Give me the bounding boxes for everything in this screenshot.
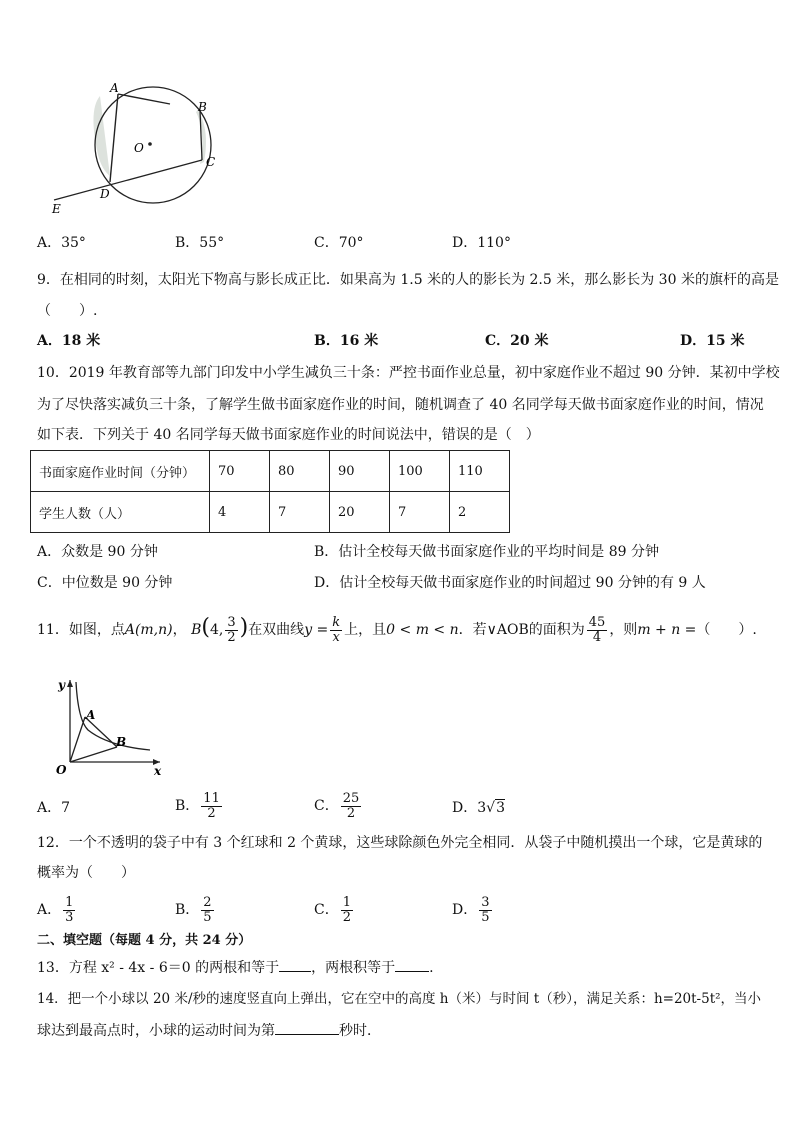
q11-option-c: C． $\frac{25}{2}$ — [314, 790, 360, 821]
axis-label-x: x — [154, 764, 162, 778]
q9-option-a: A．18 米 — [37, 333, 101, 349]
q9-option-b: B．16 米 — [314, 333, 379, 349]
table-cell: 4 — [210, 492, 270, 533]
table-cell: 2 — [450, 492, 510, 533]
label-A: A — [110, 81, 119, 95]
table-cell: 70 — [210, 451, 270, 492]
table-header-count: 学生人数（人） — [31, 492, 210, 533]
q11-point-b-num: 3 — [227, 614, 236, 630]
q11-mid5: ，则 — [609, 622, 638, 638]
answer-blank — [275, 1022, 339, 1035]
q11-mid3: ．若 — [458, 622, 487, 638]
q11-question: 11．如图，点A(m,n)， B(4, $\frac{3}{2}$ )在双曲线y = $\frac{k}{x}$ 上，且0 < m < n．若∨AOB的面积为 $\frac{45}{4}$ ，则m + n =（ ）. — [37, 614, 757, 645]
label-D: D — [100, 187, 110, 201]
q11-triangle: ∨AOB — [486, 622, 529, 638]
q9-option-d: D．15 米 — [680, 333, 745, 349]
label-A: A — [86, 708, 96, 722]
table-cell: 7 — [390, 492, 450, 533]
table-header-time: 书面家庭作业时间（分钟） — [31, 451, 210, 492]
q12-option-c: C． $\frac{1}{2}$ — [314, 894, 351, 925]
q11-prefix: 11．如图，点 — [37, 622, 125, 638]
label-O: O — [56, 763, 67, 777]
q8-option-a: A．35° — [37, 235, 86, 251]
label-B: B — [198, 100, 207, 114]
q11-point-b-label: B — [191, 622, 202, 638]
axis-label-y: y — [58, 678, 65, 692]
q11-curve-lhs: y = — [304, 622, 329, 638]
q12-option-b: B． $\frac{2}{5}$ — [175, 894, 212, 925]
q12-text-line1: 12．一个不透明的袋子中有 3 个红球和 2 个黄球，这些球除颜色外完全相同．从袋子中随机摸出一个球，它是黄球的 — [37, 835, 763, 851]
hyperbola-figure — [50, 672, 180, 782]
q11-point-b-den: 2 — [227, 629, 236, 645]
homework-time-table — [30, 450, 510, 533]
q13-question: 13．方程 x² - 4x - 6＝0 的两根和等于 ，两根积等于 . — [37, 960, 434, 976]
q10-option-a: A．众数是 90 分钟 — [37, 544, 158, 560]
q10-text-line3: 如下表．下列关于 40 名同学每天做书面家庭作业的时间说法中，错误的是（ ） — [37, 427, 540, 443]
q10-text-line1: 10．2019 年教育部等九部门印发中小学生减负三十条：严控书面作业总量，初中家庭作业不超过 90 分钟．某初中学校 — [37, 365, 780, 381]
q11-mid1: 在双曲线 — [248, 622, 305, 638]
q8-option-b: B．55° — [175, 235, 225, 251]
q10-option-c: C．中位数是 90 分钟 — [37, 575, 173, 591]
q11-condition: 0 < m < n — [386, 622, 459, 638]
answer-blank — [279, 959, 311, 972]
q11-area-num: 45 — [588, 614, 606, 630]
table-row — [31, 451, 510, 492]
section-title: 二、填空题（每题 4 分，共 24 分） — [37, 933, 252, 948]
table-cell: 20 — [330, 492, 390, 533]
q9-option-c: C．20 米 — [485, 333, 549, 349]
q11-curve-num: k — [332, 614, 341, 630]
q12-option-a: A． $\frac{1}{3}$ — [37, 894, 74, 925]
q11-point-a: A(m,n) — [124, 622, 173, 638]
q12-option-d: D． $\frac{3}{5}$ — [452, 894, 490, 925]
q8-option-c: C．70° — [314, 235, 364, 251]
q11-mid4: 的面积为 — [528, 622, 585, 638]
q11-ask: m + n = — [637, 622, 697, 638]
q11-point-b-x: 4, — [209, 622, 224, 638]
table-cell: 100 — [390, 451, 450, 492]
label-E: E — [52, 202, 61, 216]
table-cell: 80 — [270, 451, 330, 492]
q11-area-den: 4 — [592, 629, 602, 645]
q11-option-a: A．7 — [37, 800, 71, 816]
q14-question-line2: 球达到最高点时，小球的运动时间为第 秒时． — [37, 1023, 381, 1039]
q11-curve-den: x — [332, 629, 340, 645]
q10-option-d: D．估计全校每天做书面家庭作业的时间超过 90 分钟的有 9 人 — [314, 575, 706, 591]
q9-text-line2: （ ）. — [37, 303, 98, 319]
circle-quadrilateral-figure — [40, 80, 230, 220]
q14-text-line1: 14．把一个小球以 20 米/秒的速度竖直向上弹出，它在空中的高度 h（米）与时间 t（秒），满足关系：h=20t-5t²，当小 — [37, 991, 762, 1007]
label-O: O — [134, 141, 144, 155]
q11-mid2: 上，且 — [344, 622, 387, 638]
q11-option-b: B． $\frac{11}{2}$ — [175, 790, 220, 821]
q8-option-d: D．110° — [452, 235, 511, 251]
q11-end: （ ）. — [696, 622, 757, 638]
label-C: C — [206, 155, 216, 169]
q12-text-line2: 概率为（ ） — [37, 865, 135, 881]
table-cell: 7 — [270, 492, 330, 533]
q10-option-b: B．估计全校每天做书面家庭作业的平均时间是 89 分钟 — [314, 544, 660, 560]
q11-option-d: D．3√3 — [452, 800, 505, 816]
table-cell: 110 — [450, 451, 510, 492]
answer-blank — [395, 959, 429, 972]
label-B: B — [116, 735, 127, 749]
table-cell: 90 — [330, 451, 390, 492]
q10-text-line2: 为了尽快落实减负三十条，了解学生做书面家庭作业的时间，随机调查了 40 名同学每天做书面家庭作业的时间，情况 — [37, 397, 764, 413]
table-row — [31, 492, 510, 533]
q9-text-line1: 9．在相同的时刻，太阳光下物高与影长成正比．如果高为 1.5 米的人的影长为 2.5 米，那么影长为 30 米的旗杆的高是 — [37, 272, 779, 288]
